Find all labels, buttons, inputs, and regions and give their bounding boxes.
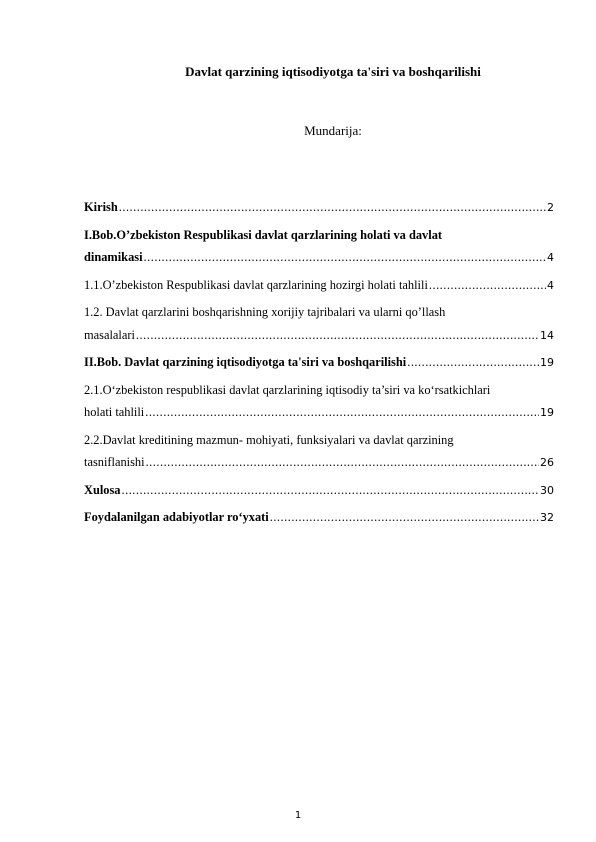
toc-entry-title-line: I.Bob.O’zbekiston Respublikasi davlat qarzlarining holati va davlat [84, 227, 443, 242]
toc-leader-line [84, 196, 554, 220]
toc-entry-section-2-2[interactable] [84, 429, 554, 475]
toc-entry-title: holati tahlili [84, 405, 145, 419]
dot-leader [407, 351, 539, 374]
toc-entry-title: Xulosa [84, 482, 121, 497]
toc-leader-line [84, 479, 554, 503]
toc-entry-title: II.Bob. Davlat qarzining iqtisodiyotga ta'siri va boshqarilishi [84, 355, 407, 369]
dot-leader [144, 246, 546, 269]
toc-entry-chapter-2[interactable] [84, 351, 554, 375]
toc-entry-xulosa[interactable] [84, 479, 554, 503]
toc-entry-title: 1.1.O’zbekiston Respublikasi davlat qarzlarining hozirgi holati tahlili [84, 277, 428, 292]
page-number: 1 [294, 810, 302, 821]
toc-leader-line [84, 451, 554, 475]
toc-entry-title: tasniflanishi [84, 455, 145, 469]
toc-entry-section-1-2[interactable] [84, 301, 554, 347]
toc-entry-title-line: 1.2. Davlat qarzlarini boshqarishning xorijiy tajribalari va ularni qo’llash [84, 305, 446, 319]
dot-leader [146, 451, 539, 474]
toc-page-number: 19 [540, 406, 554, 419]
toc-entry-title-line: 2.2.Davlat kreditining mazmun- mohiyati, funksiyalari va davlat qarzining [84, 432, 454, 447]
toc-entry-section-2-1[interactable] [84, 379, 554, 425]
toc-page-number: 4 [547, 251, 554, 264]
toc-page-number: 2 [547, 201, 554, 214]
toc-page-number: 30 [540, 483, 554, 497]
dot-leader [270, 506, 539, 529]
dot-leader [136, 324, 539, 347]
dot-leader [122, 479, 540, 502]
toc-page-number: 4 [547, 278, 554, 292]
dot-leader [145, 401, 539, 424]
toc-page-number: 19 [540, 356, 554, 369]
toc-leader-line [84, 274, 554, 298]
toc-page-number: 26 [540, 456, 554, 469]
toc-entry-title: masalalari [84, 327, 135, 342]
toc-leader-line [84, 324, 554, 348]
toc-leader-line [84, 351, 554, 375]
toc-entry-title: Foydalanilgan adabiyotlar ro‘yxati [84, 510, 269, 524]
toc-leader-line [84, 401, 554, 425]
toc-entry-title-line: 2.1.O‘zbekiston respublikasi davlat qarzlarining iqtisodiy ta’siri va ko‘rsatkichlari [84, 382, 491, 397]
dot-leader [429, 274, 546, 297]
toc-heading: Mundarija: [304, 123, 362, 138]
dot-leader [119, 196, 546, 219]
table-of-contents [84, 196, 554, 534]
toc-leader-line [84, 506, 554, 530]
toc-leader-line [84, 246, 554, 270]
toc-entry-references[interactable] [84, 506, 554, 530]
toc-entry-section-1-1[interactable] [84, 274, 554, 298]
toc-entry-chapter-1[interactable] [84, 224, 554, 270]
toc-entry-kirish[interactable] [84, 196, 554, 220]
toc-page-number: 14 [540, 328, 554, 342]
toc-entry-title: dinamikasi [84, 250, 143, 264]
document-title: Davlat qarzining iqtisodiyotga ta'siri va boshqarilishi [185, 64, 481, 79]
toc-page-number: 32 [540, 511, 554, 524]
toc-entry-title: Kirish [84, 200, 118, 214]
